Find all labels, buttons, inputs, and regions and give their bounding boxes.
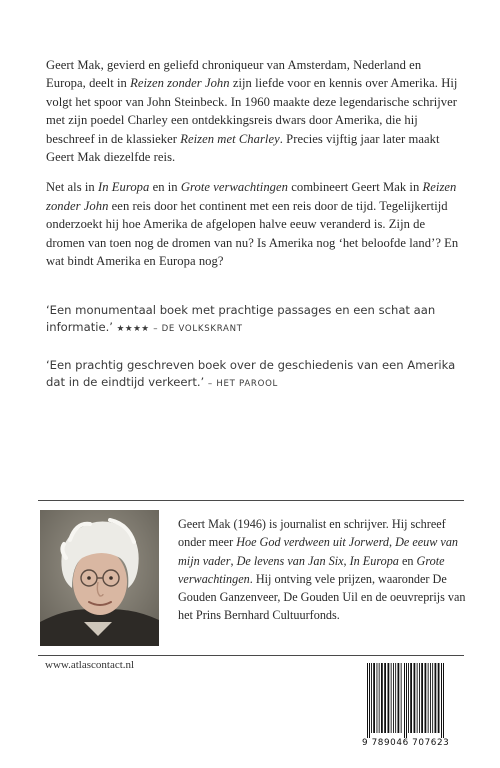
rating-stars: ★★★★: [116, 324, 150, 334]
isbn-number: 9 789046 707623: [362, 738, 450, 748]
text-run: ,: [388, 535, 396, 550]
barcode-bar: [391, 663, 392, 733]
isbn-barcode: [364, 663, 464, 742]
barcode-bar: [435, 663, 437, 733]
text-run: . Hij ontving vele prijzen, waaronder De Gouden Ganzenveer, De Gouden Uil en de oeuvreprijs van het Prins Bernhard Cultuurfonds.: [178, 571, 466, 623]
divider-top: [38, 500, 464, 501]
italic-title: Reizen zonder John: [46, 180, 457, 213]
barcode-bar: [401, 663, 402, 733]
barcode-bar: [410, 663, 412, 733]
blurb-paragraph-2: [46, 178, 464, 270]
text-run: Net als in: [46, 180, 98, 195]
barcode-bar: [419, 663, 420, 733]
barcode-bar: [414, 663, 416, 733]
barcode-bar: [438, 663, 440, 733]
barcode-bar: [367, 663, 368, 738]
barcode-bar: [395, 663, 396, 733]
barcode-bar: [432, 663, 433, 733]
book-blurb: [46, 56, 464, 282]
barcode-bar: [406, 663, 407, 738]
quote-text: ‘Een prachtig geschreven boek over de geschiedenis van een Amerika dat in de eindtijd verkeert.’: [46, 358, 456, 389]
press-quotes: [46, 302, 466, 412]
author-portrait-illustration: [40, 510, 159, 646]
text-run: combineert Geert Mak in: [288, 180, 423, 195]
barcode-bar: [404, 663, 405, 738]
author-bio: [178, 515, 468, 625]
text-run: ,: [343, 553, 350, 568]
barcode-bar: [417, 663, 418, 733]
italic-title: In Europa: [349, 553, 399, 568]
italic-title: De eeuw van mijn vader: [178, 535, 459, 568]
author-photo: [40, 510, 159, 646]
barcode-bar: [398, 663, 400, 733]
quote-source: – DE VOLKSKRANT: [153, 324, 243, 334]
blurb-paragraph-1: [46, 56, 464, 166]
barcode-bar: [421, 663, 423, 733]
barcode-bars: [367, 663, 444, 738]
barcode-bar: [388, 663, 390, 733]
barcode-bar: [371, 663, 372, 733]
barcode-bar: [373, 663, 375, 733]
text-run: zijn liefde voor en kennis over Amerika. Hij volgt het spoor van John Steinbeck. In 1960 maakte deze legendarische schrijver met zijn poedel Charley een ontdekkingsreis dwars door Amerika, die hij beschreef in de klassieker: [46, 76, 458, 146]
text-run: . Precies vijftig jaar later maakt Geert Mak diezelfde reis.: [46, 131, 440, 165]
barcode-bar: [408, 663, 409, 733]
text-run: en: [398, 553, 417, 568]
barcode-bar: [425, 663, 427, 733]
barcode-bar: [379, 663, 380, 733]
quote-text: ‘Een monumentaal boek met prachtige passages en een schat aan informatie.’: [46, 303, 436, 334]
text-run: een reis door het continent met een reis door de tijd. Tegelijkertijd onderzoekt hij hoe Amerika de afgelopen halve eeuw veranderd is. Zijn de dromen van toen nog de dromen van nu? Is Amerika nog ‘het beloofde land’? En wat bindt Amerika en Europa nog?: [46, 198, 459, 269]
barcode-bar: [381, 663, 383, 733]
divider-bottom: [38, 655, 464, 656]
italic-title: Reizen met Charley: [180, 131, 280, 146]
barcode-bar: [384, 663, 386, 733]
quote-source: – HET PAROOL: [207, 379, 279, 389]
barcode-bar: [369, 663, 370, 738]
barcode-bar: [443, 663, 444, 738]
barcode-bar: [430, 663, 431, 733]
press-quote-volkskrant: [46, 302, 466, 338]
barcode-bar: [441, 663, 442, 738]
italic-title: Reizen zonder John: [130, 76, 230, 91]
text-run: ,: [230, 553, 237, 568]
text-run: Geert Mak, gevierd en geliefd chroniqueur van Amsterdam, Nederland en Europa, deelt in: [46, 58, 422, 91]
publisher-website: www.atlascontact.nl: [45, 659, 135, 671]
press-quote-parool: [46, 357, 466, 393]
text-run: en in: [149, 180, 181, 195]
italic-title: Grote verwachtingen: [178, 553, 445, 586]
italic-title: De levens van Jan Six: [236, 553, 344, 568]
text-run: Geert Mak (1946) is journalist en schrijver. Hij schreef onder meer: [178, 517, 446, 550]
italic-title: Grote verwachtingen: [180, 180, 289, 195]
italic-title: Hoe God verdween uit Jorwerd: [236, 535, 389, 550]
italic-title: In Europa: [97, 180, 150, 195]
barcode-bar: [428, 663, 429, 733]
barcode-bar: [377, 663, 378, 733]
author-bio-text: [178, 515, 468, 625]
barcode-bar: [393, 663, 394, 733]
